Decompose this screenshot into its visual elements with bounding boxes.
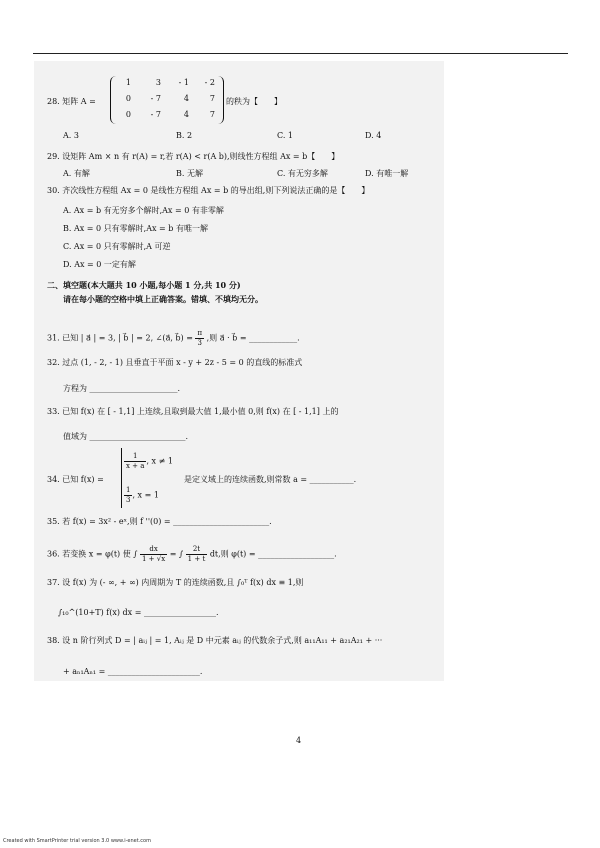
- q37-line2: ∫₁₀^(10+T) f(x) dx = __________________.: [58, 608, 219, 617]
- matrix-row: [111, 94, 223, 106]
- q38-line1: 38. 设 n 阶行列式 D = | aᵢⱼ | = 1, Aᵢⱼ 是 D 中元素 aᵢⱼ 的代数余子式,则 a₁₁A₁₁ + a₂₁A₂₁ + ···: [47, 636, 383, 645]
- q34-bottom-cond: , x = 1: [132, 490, 159, 500]
- q34-top-fraction: [124, 452, 146, 471]
- numerator: 2t: [186, 545, 208, 555]
- q35-text: 35. 若 f(x) = 3x² - eˣ,则 f ''(0) = ________________________.: [47, 517, 272, 526]
- q34-case-top: [124, 452, 173, 471]
- matrix-cell: - 2: [204, 78, 215, 87]
- page-number: 4: [296, 736, 302, 745]
- q36-mid: = ∫: [169, 549, 184, 559]
- q36-fraction-2: [186, 545, 208, 564]
- q33-line1: 33. 已知 f(x) 在 [ - 1,1] 上连续,且取到最大值 1,最小值 0,则 f(x) 在 [ - 1,1] 上的: [47, 407, 339, 416]
- q29-option-d: D. 有唯一解: [365, 169, 409, 178]
- matrix-cell: - 7: [150, 110, 161, 119]
- q28-option-a: A. 3: [63, 131, 79, 140]
- matrix-cell: - 1: [178, 78, 189, 87]
- q31-tail: ,则 a⃗ · b⃗ = ____________.: [206, 333, 300, 343]
- matrix-cell: 7: [209, 94, 215, 103]
- numerator: 1: [124, 452, 146, 462]
- matrix-cell: 0: [125, 94, 131, 103]
- section-title: 二、填空题(本大题共 10 小题,每小题 1 分,共 10 分): [47, 280, 241, 290]
- q29-option-a: A. 有解: [63, 169, 90, 178]
- q34-case-bottom: [124, 486, 159, 505]
- matrix-row: [111, 110, 223, 122]
- q29-option-b: B. 无解: [176, 169, 203, 178]
- q32-line2: 方程为 ______________________.: [63, 384, 181, 393]
- q28-option-d: D. 4: [365, 131, 382, 140]
- q30-option-a: A. Ax = b 有无穷多个解时,Ax = 0 有非零解: [63, 206, 224, 215]
- q34-tail: 是定义域上的连续函数,则常数 a = ___________.: [184, 475, 357, 484]
- q34-lead: 34. 已知 f(x) =: [47, 475, 104, 484]
- matrix-cell: 1: [125, 78, 131, 87]
- q38-line2: + aₙ₁Aₙ₁ = _______________________.: [63, 667, 203, 676]
- q28-prefix: 28. 矩阵 A =: [47, 97, 96, 106]
- numerator: dx: [140, 545, 167, 555]
- section-instructions: 请在每小题的空格中填上正确答案。错填、不填均无分。: [63, 294, 263, 304]
- q30-option-c: C. Ax = 0 只有零解时,A 可逆: [63, 242, 171, 251]
- header-rule: [33, 53, 568, 54]
- matrix-cell: - 7: [150, 94, 161, 103]
- q28-suffix: 的秩为【 】: [226, 97, 282, 106]
- matrix-cell: 7: [209, 110, 215, 119]
- q29-option-c: C. 有无穷多解: [277, 169, 328, 178]
- q29-text: 29. 设矩阵 Am × n 有 r(A) = r,若 r(A) < r(A b),则线性方程组 Ax = b【 】: [47, 152, 340, 161]
- q32-line1: 32. 过点 (1, - 2, - 1) 且垂直于平面 x - y + 2z - 5 = 0 的直线的标准式: [47, 358, 303, 367]
- q36-text: [47, 545, 337, 564]
- q36-lead: 36. 若变换 x = φ(t) 使 ∫: [47, 549, 138, 559]
- q31-text: [47, 329, 300, 348]
- q30-text: 30. 齐次线性方程组 Ax = 0 是线性方程组 Ax = b 的导出组,则下列说法正确的是【 】: [47, 186, 370, 195]
- matrix-row: [111, 78, 223, 90]
- denominator: 3: [197, 339, 203, 347]
- denominator: 3: [126, 496, 131, 504]
- matrix-cell: 4: [183, 110, 189, 119]
- footer-watermark: Created with SmartPrinter trial version 3.0 www.i-enet.com: [3, 838, 151, 844]
- q28-option-c: C. 1: [277, 131, 294, 140]
- q30-option-d: D. Ax = 0 一定有解: [63, 260, 136, 269]
- q36-fraction-1: [140, 545, 167, 564]
- q30-option-b: B. Ax = 0 只有零解时,Ax = b 有唯一解: [63, 224, 208, 233]
- matrix-cell: 3: [155, 78, 161, 87]
- denominator: 1 + √x: [141, 555, 166, 563]
- q37-line1: 37. 设 f(x) 为 (- ∞, + ∞) 内周期为 T 的连续函数,且 ∫₀ᵀ f(x) dx ≡ 1,则: [47, 578, 304, 587]
- denominator: x + a: [126, 462, 145, 470]
- matrix-cell: 4: [183, 94, 189, 103]
- q31-fraction: [195, 329, 204, 348]
- q36-tail: dt,则 φ(t) = ___________________.: [209, 549, 337, 559]
- q28-option-b: B. 2: [176, 131, 193, 140]
- q28-matrix: [110, 76, 224, 124]
- denominator: 1 + t: [187, 555, 206, 563]
- numerator: 1: [126, 486, 131, 494]
- matrix-cell: 0: [125, 110, 131, 119]
- q34-top-cond: , x ≠ 1: [146, 456, 173, 466]
- numerator: π: [197, 329, 203, 337]
- q33-line2: 值域为 ________________________.: [63, 432, 189, 441]
- q31-lead: 31. 已知 | a⃗ | = 3, | b⃗ | = 2, ∠(a⃗, b⃗) =: [47, 333, 193, 343]
